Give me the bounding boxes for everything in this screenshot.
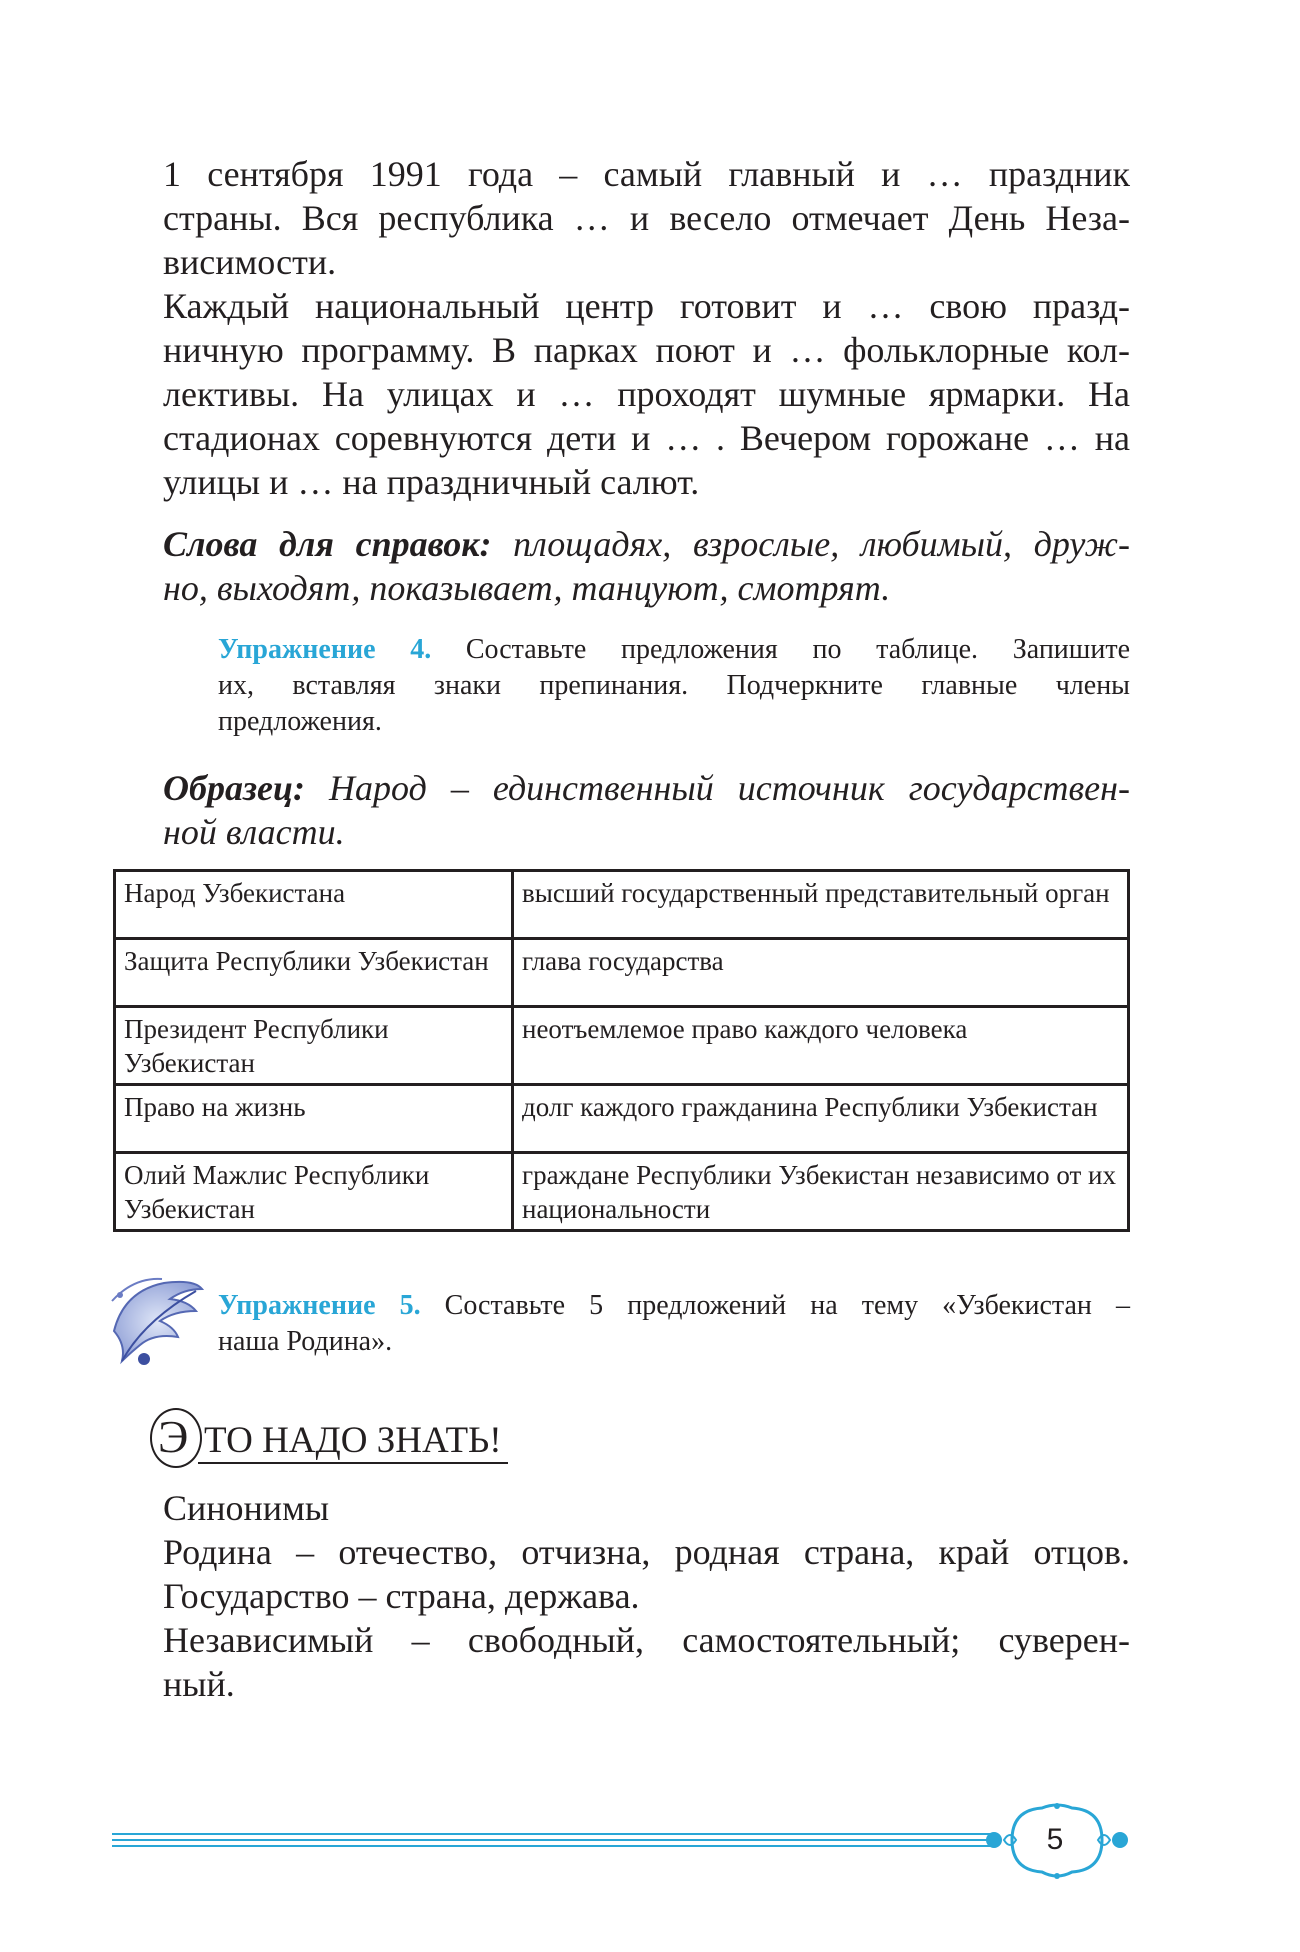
- synonyms-line: Независимый – свободный, самостоятельный; суверен-: [163, 1620, 1130, 1660]
- table-row: [115, 939, 1129, 1007]
- table-row: [115, 1085, 1129, 1153]
- synonyms-heading: Синонимы: [163, 1488, 330, 1528]
- table-row: [115, 871, 1129, 939]
- must-know-heading: [150, 1408, 510, 1470]
- sample-label: Образец:: [163, 768, 305, 808]
- table-cell-predicate: граждане Республики Узбекистан независимо от их национальности: [513, 1153, 1129, 1231]
- table-cell-predicate: высший государственный представительный орган: [513, 871, 1129, 939]
- paragraph-line: висимости.: [163, 242, 337, 282]
- table-cell-subject: Олий Мажлис Республики Узбекистан: [115, 1153, 513, 1231]
- reference-words-cont: но, выходят, показывает, танцуют, смотрят.: [163, 568, 891, 608]
- exercise-4-line: предложения.: [218, 706, 382, 737]
- footer-ornament: [112, 1800, 1142, 1890]
- exercise-4-line: их, вставляя знаки препинания. Подчеркните главные члены: [218, 670, 1130, 701]
- paragraph-line: страны. Вся республика … и весело отмечает День Неза-: [163, 198, 1130, 238]
- heading-initial: Э: [158, 1411, 189, 1462]
- feather-pen-icon: [104, 1271, 212, 1371]
- reference-list: площадях, взрослые, любимый, друж-: [491, 524, 1130, 564]
- exercise-4: Упражнение 4. Составьте предложения по таблице. Запишите: [218, 634, 1130, 665]
- page-number: 5: [1046, 1823, 1064, 1856]
- table-cell-predicate: долг каждого гражданина Республики Узбекистан: [513, 1085, 1129, 1153]
- table-cell-subject: Народ Узбекистана: [115, 871, 513, 939]
- heading-text: ТО НАДО ЗНАТЬ!: [204, 1420, 502, 1461]
- paragraph-line: 1 сентября 1991 года – самый главный и … праздник: [163, 154, 1130, 194]
- paragraph-line: стадионах соревнуются дети и … . Вечером горожане … на: [163, 418, 1130, 458]
- table-row: [115, 1007, 1129, 1085]
- sample-sentence-cont: ной власти.: [163, 812, 345, 852]
- paragraph-line: ничную программу. В парках поют и … фольклорные кол-: [163, 330, 1130, 370]
- table-cell-subject: Президент Республики Узбекистан: [115, 1007, 513, 1085]
- synonyms-line: ный.: [163, 1664, 235, 1704]
- paragraph-line: улицы и … на праздничный салют.: [163, 462, 700, 502]
- table-row: [115, 1153, 1129, 1231]
- matching-table: [113, 869, 1130, 1232]
- table-cell-subject: Защита Республики Узбекистан: [115, 939, 513, 1007]
- table-cell-predicate: неотъемлемое право каждого человека: [513, 1007, 1129, 1085]
- table-cell-subject: Право на жизнь: [115, 1085, 513, 1153]
- exercise-5-line: наша Родина».: [218, 1326, 393, 1357]
- paragraph-line: лективы. На улицах и … проходят шумные ярмарки. На: [163, 374, 1130, 414]
- exercise-5-title: Упражнение 5.: [218, 1290, 421, 1321]
- exercise-4-title: Упражнение 4.: [218, 634, 432, 665]
- synonyms-line: Государство – страна, держава.: [163, 1576, 640, 1616]
- paragraph-line: Каждый национальный центр готовит и … свою празд-: [163, 286, 1130, 326]
- sample-sentence: Образец: Народ – единственный источник государствен-: [163, 768, 1130, 808]
- heading-underline: [198, 1462, 508, 1464]
- table-cell-predicate: глава государства: [513, 939, 1129, 1007]
- reference-label: Слова для справок:: [163, 524, 492, 564]
- reference-words: [163, 522, 1130, 566]
- exercise-5: Упражнение 5. Составьте 5 предложений на тему «Узбекистан –: [218, 1290, 1130, 1321]
- synonyms-line: Родина – отечество, отчизна, родная страна, край отцов.: [163, 1532, 1130, 1572]
